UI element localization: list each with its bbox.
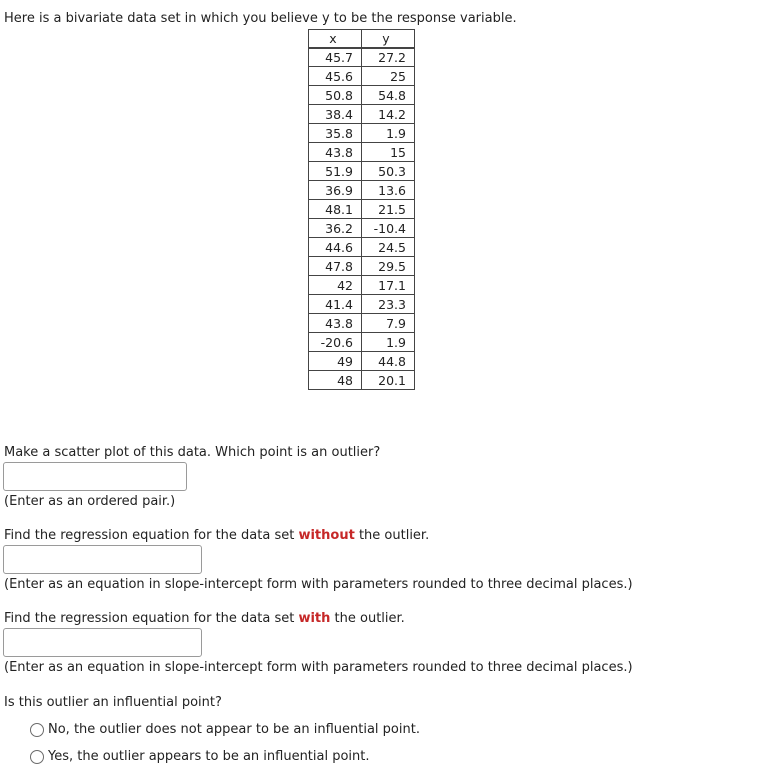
- cell-x: 51.9: [309, 162, 362, 181]
- cell-x: 49: [309, 352, 362, 371]
- option-no-label[interactable]: No, the outlier does not appear to be an influential point.: [48, 722, 420, 737]
- cell-y: 7.9: [362, 314, 415, 333]
- table-row: [309, 162, 415, 181]
- q3-prompt: [4, 611, 405, 626]
- q3-hint: (Enter as an equation in slope-intercept form with parameters rounded to three decimal places.): [4, 660, 633, 675]
- table-row: [309, 67, 415, 86]
- cell-y: 1.9: [362, 333, 415, 352]
- cell-y: 15: [362, 143, 415, 162]
- q3-emphasis: with: [298, 611, 331, 626]
- q2-prefix: Find the regression equation for the data set: [4, 528, 299, 543]
- cell-x: 35.8: [309, 124, 362, 143]
- regression-with-input[interactable]: [3, 628, 202, 657]
- cell-y: 50.3: [362, 162, 415, 181]
- radio-no[interactable]: [30, 723, 44, 737]
- cell-x: 45.6: [309, 67, 362, 86]
- cell-y: 25: [362, 67, 415, 86]
- cell-x: 36.9: [309, 181, 362, 200]
- q2-hint: (Enter as an equation in slope-intercept form with parameters rounded to three decimal places.): [4, 577, 633, 592]
- table-header-row: [309, 30, 415, 48]
- regression-without-input[interactable]: [3, 545, 202, 574]
- q2-suffix: the outlier.: [354, 528, 430, 543]
- cell-y: 44.8: [362, 352, 415, 371]
- table-row: [309, 276, 415, 295]
- cell-y: 14.2: [362, 105, 415, 124]
- cell-x: 42: [309, 276, 362, 295]
- cell-x: 47.8: [309, 257, 362, 276]
- q4-prompt: Is this outlier an influential point?: [4, 695, 222, 710]
- table-row: [309, 257, 415, 276]
- cell-x: 44.6: [309, 238, 362, 257]
- cell-y: -10.4: [362, 219, 415, 238]
- table-row: [309, 238, 415, 257]
- cell-x: 43.8: [309, 143, 362, 162]
- cell-x: 41.4: [309, 295, 362, 314]
- cell-y: 23.3: [362, 295, 415, 314]
- q3-prefix: Find the regression equation for the data set: [4, 611, 299, 626]
- cell-y: 54.8: [362, 86, 415, 105]
- table-row: [309, 86, 415, 105]
- radio-yes[interactable]: [30, 750, 44, 764]
- cell-x: 43.8: [309, 314, 362, 333]
- table-row: [309, 124, 415, 143]
- cell-x: 45.7: [309, 48, 362, 67]
- cell-y: 13.6: [362, 181, 415, 200]
- outlier-input[interactable]: [3, 462, 187, 491]
- table-row: [309, 105, 415, 124]
- q2-prompt: [4, 528, 429, 543]
- cell-y: 17.1: [362, 276, 415, 295]
- table-row: [309, 200, 415, 219]
- table-row: [309, 48, 415, 67]
- table-row: [309, 371, 415, 390]
- option-yes-label[interactable]: Yes, the outlier appears to be an influential point.: [48, 749, 370, 764]
- table-row: [309, 314, 415, 333]
- table-row: [309, 333, 415, 352]
- cell-y: 1.9: [362, 124, 415, 143]
- cell-x: 36.2: [309, 219, 362, 238]
- q1-prompt: Make a scatter plot of this data. Which point is an outlier?: [4, 445, 381, 460]
- intro-text: Here is a bivariate data set in which you believe y to be the response variable.: [4, 11, 517, 26]
- cell-x: -20.6: [309, 333, 362, 352]
- table-row: [309, 143, 415, 162]
- table-row: [309, 181, 415, 200]
- q3-suffix: the outlier.: [330, 611, 405, 626]
- cell-y: 24.5: [362, 238, 415, 257]
- table-row: [309, 219, 415, 238]
- cell-x: 48: [309, 371, 362, 390]
- cell-y: 29.5: [362, 257, 415, 276]
- option-yes[interactable]: [30, 749, 370, 764]
- header-y: y: [362, 30, 415, 48]
- cell-y: 27.2: [362, 48, 415, 67]
- table-row: [309, 295, 415, 314]
- cell-x: 50.8: [309, 86, 362, 105]
- data-table: [308, 29, 415, 390]
- cell-y: 21.5: [362, 200, 415, 219]
- q2-emphasis: without: [298, 528, 355, 543]
- cell-x: 48.1: [309, 200, 362, 219]
- cell-y: 20.1: [362, 371, 415, 390]
- table-row: [309, 352, 415, 371]
- cell-x: 38.4: [309, 105, 362, 124]
- header-x: x: [309, 30, 362, 48]
- q1-hint: (Enter as an ordered pair.): [4, 494, 176, 509]
- option-no[interactable]: [30, 722, 420, 737]
